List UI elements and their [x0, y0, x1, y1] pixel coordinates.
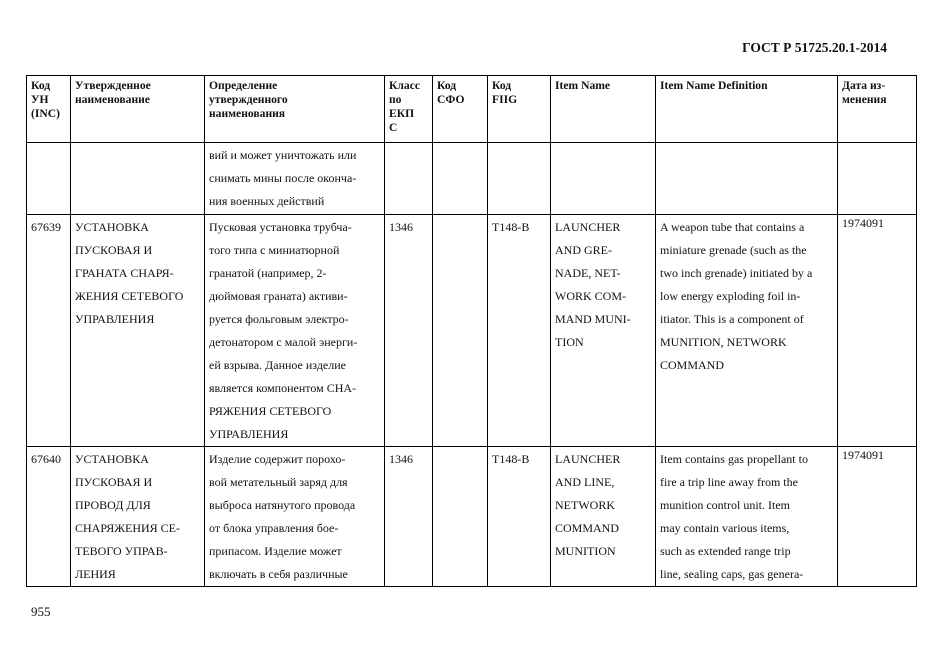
cell-line: COMMAND: [660, 358, 725, 372]
header-line: Код: [492, 79, 512, 92]
header-line: по: [389, 93, 402, 106]
header-line: Item Name: [555, 79, 611, 92]
cell-line: УПРАВЛЕНИЯ: [75, 312, 155, 326]
cell-line: two inch grenade) initiated by a: [660, 266, 813, 280]
cell-class: [385, 215, 433, 447]
cell-inc: [27, 447, 71, 587]
cell-line: munition control unit. Item: [660, 498, 790, 512]
cell-line: вий и может уничтожать или: [209, 148, 357, 162]
cell-line: AND GRE-: [555, 243, 612, 257]
header-line: Item Name Definition: [660, 79, 768, 92]
header-sfo: [433, 76, 488, 143]
cell-line: low energy exploding foil in-: [660, 289, 801, 303]
cell-item-definition: [656, 215, 838, 447]
cell-line: УПРАВЛЕНИЯ: [209, 427, 289, 441]
cell-sfo: [433, 215, 488, 447]
cell-line: T148-B: [492, 220, 530, 234]
cell-line: РЯЖЕНИЯ СЕТЕВОГО: [209, 404, 332, 418]
header-approved-name: [71, 76, 205, 143]
cell-item-definition: [656, 143, 838, 215]
cell-line: 67640: [31, 452, 61, 466]
cell-line: ния военных действий: [209, 194, 325, 208]
header-line: менения: [842, 93, 887, 106]
cell-line: LAUNCHER: [555, 452, 621, 466]
cell-name: [71, 143, 205, 215]
cell-date: [838, 143, 917, 215]
cell-line: ПРОВОД ДЛЯ: [75, 498, 151, 512]
header-item-name: [551, 76, 656, 143]
page-number: 955: [31, 604, 51, 619]
cell-line: ГРАНАТА СНАРЯ-: [75, 266, 174, 280]
document-header: ГОСТ Р 51725.20.1-2014: [742, 40, 887, 55]
cell-class: [385, 447, 433, 587]
cell-inc: [27, 143, 71, 215]
header-line: С: [389, 121, 398, 134]
cell-line: AND LINE,: [555, 475, 615, 489]
header-line: Дата из-: [842, 79, 886, 92]
nomenclature-table: [26, 75, 917, 587]
cell-line: MAND MUNI-: [555, 312, 631, 326]
header-item-definition: [656, 76, 838, 143]
cell-line: COMMAND: [555, 521, 620, 535]
cell-line: ЛЕНИЯ: [75, 567, 116, 581]
cell-line: MUNITION, NETWORK: [660, 335, 787, 349]
header-change-date: [838, 76, 917, 143]
header-class: [385, 76, 433, 143]
cell-line: 67639: [31, 220, 61, 234]
cell-sfo: [433, 447, 488, 587]
header-line: СФО: [437, 93, 465, 106]
header-line: Утвержденное: [75, 79, 151, 92]
header-line: наименования: [209, 107, 286, 120]
cell-name: [71, 215, 205, 447]
cell-line: itiator. This is a component of: [660, 312, 804, 326]
header-line: УН: [31, 93, 49, 106]
cell-fiig: [488, 215, 551, 447]
cell-line: того типа с миниатюрной: [209, 243, 340, 257]
cell-line: may contain various items,: [660, 521, 790, 535]
header-line: Определение: [209, 79, 278, 92]
cell-line: 1974091: [842, 448, 884, 462]
cell-date: [838, 447, 917, 587]
table-row-67639: [27, 215, 917, 447]
cell-class: [385, 143, 433, 215]
cell-date: [838, 215, 917, 447]
cell-line: miniature grenade (such as the: [660, 243, 807, 257]
cell-line: T148-B: [492, 452, 530, 466]
cell-line: выброса натянутого провода: [209, 498, 356, 512]
cell-item-name: [551, 143, 656, 215]
cell-line: ПУСКОВАЯ И: [75, 243, 153, 257]
header-line: Код: [31, 79, 51, 92]
header-line: FIIG: [492, 93, 518, 106]
cell-item-definition: [656, 447, 838, 587]
header-line: ЕКП: [389, 107, 415, 120]
cell-fiig: [488, 447, 551, 587]
cell-item-name: [551, 447, 656, 587]
cell-line: 1346: [389, 452, 413, 466]
cell-definition: [205, 215, 385, 447]
header-inc: [27, 76, 71, 143]
cell-line: A weapon tube that contains a: [660, 220, 805, 234]
cell-fiig: [488, 143, 551, 215]
cell-line: от блока управления бое-: [209, 521, 339, 535]
table-header-row: [27, 76, 917, 143]
cell-line: Изделие содержит порохо-: [209, 452, 346, 466]
table-row-continuation: [27, 143, 917, 215]
cell-line: Item contains gas propellant to: [660, 452, 808, 466]
cell-line: УСТАНОВКА: [75, 220, 149, 234]
cell-line: ТЕВОГО УПРАВ-: [75, 544, 168, 558]
cell-line: ПУСКОВАЯ И: [75, 475, 153, 489]
cell-inc: [27, 215, 71, 447]
header-line: Код: [437, 79, 457, 92]
cell-line: NETWORK: [555, 498, 615, 512]
cell-line: детонатором с малой энерги-: [209, 335, 358, 349]
cell-definition: [205, 143, 385, 215]
cell-name: [71, 447, 205, 587]
cell-line: ЖЕНИЯ СЕТЕВОГО: [75, 289, 184, 303]
cell-line: руется фольговым электро-: [209, 312, 349, 326]
header-fiig: [488, 76, 551, 143]
cell-line: включать в себя различные: [209, 567, 348, 581]
header-line: утвержденного: [209, 93, 288, 106]
cell-line: гранатой (например, 2-: [209, 266, 327, 280]
cell-line: Пусковая установка трубча-: [209, 220, 352, 234]
cell-line: ей взрыва. Данное изделие: [209, 358, 346, 372]
cell-line: TION: [555, 335, 584, 349]
cell-item-name: [551, 215, 656, 447]
cell-line: WORK COM-: [555, 289, 626, 303]
table-row-67640: [27, 447, 917, 587]
cell-line: 1974091: [842, 216, 884, 230]
cell-line: УСТАНОВКА: [75, 452, 149, 466]
cell-line: MUNITION: [555, 544, 616, 558]
cell-line: fire a trip line away from the: [660, 475, 798, 489]
header-line: Класс: [389, 79, 420, 92]
cell-line: припасом. Изделие может: [209, 544, 342, 558]
cell-sfo: [433, 143, 488, 215]
cell-line: NADE, NET-: [555, 266, 621, 280]
header-definition: [205, 76, 385, 143]
cell-line: вой метательный заряд для: [209, 475, 348, 489]
cell-line: such as extended range trip: [660, 544, 791, 558]
cell-line: line, sealing caps, gas genera-: [660, 567, 804, 581]
cell-line: 1346: [389, 220, 413, 234]
cell-line: снимать мины после оконча-: [209, 171, 357, 185]
cell-line: СНАРЯЖЕНИЯ СЕ-: [75, 521, 181, 535]
cell-definition: [205, 447, 385, 587]
cell-line: LAUNCHER: [555, 220, 621, 234]
cell-line: является компонентом СНА-: [209, 381, 357, 395]
header-line: наименование: [75, 93, 150, 106]
header-line: (INC): [31, 107, 60, 120]
cell-line: дюймовая граната) активи-: [209, 289, 348, 303]
